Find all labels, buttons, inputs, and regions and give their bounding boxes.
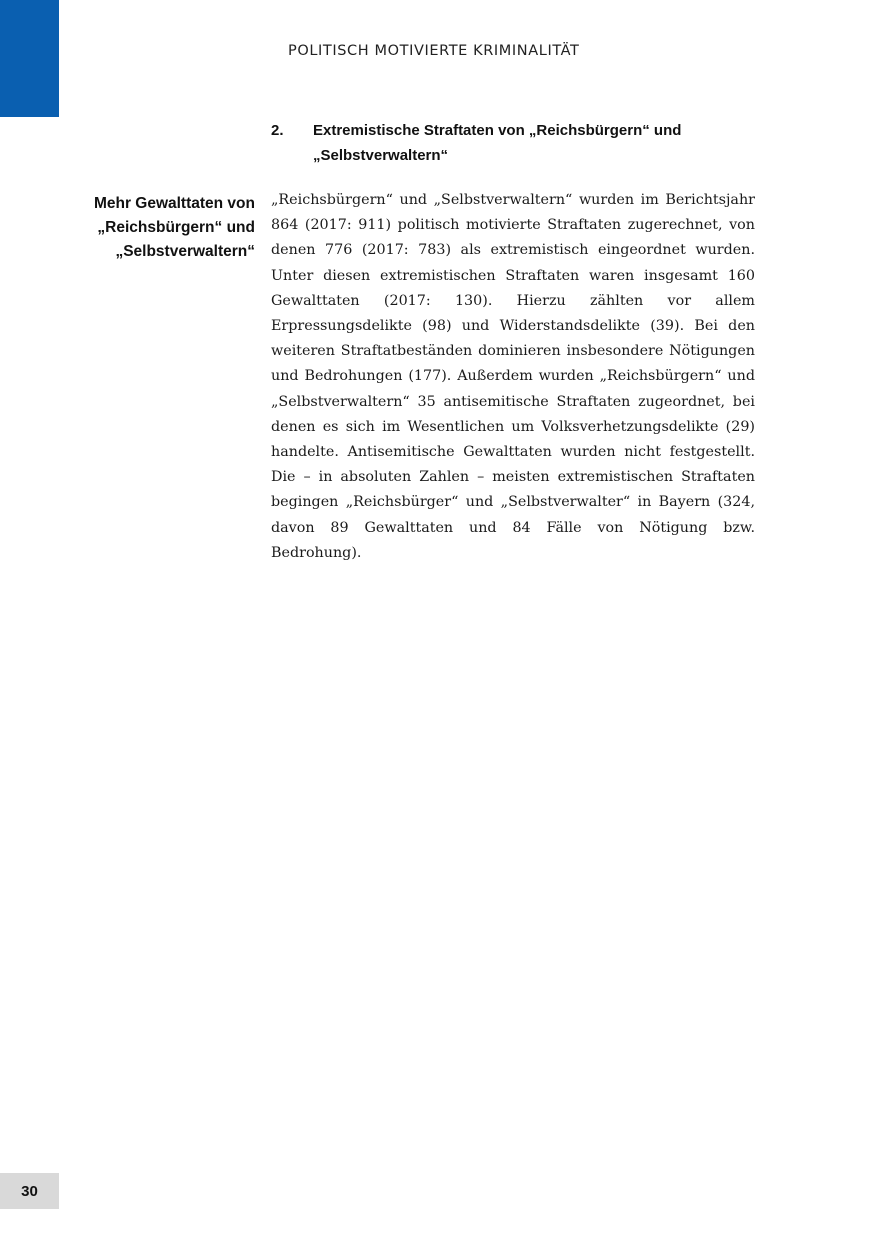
body-paragraph: „Reichsbürgern“ und „Selbstverwaltern“ wurden im Berichtsjahr 864 (2017: 911) politisch motivierte Straftaten zugerechnet, von denen 776 (2017: 783) als extremistisch eingeordnet wurden. Unter diesen extremistischen Straftaten waren insgesamt 160 Gewalttaten (2017: 130). Hierzu zählten vor allem Erpressungsdelikte (98) und Widerstandsdelikte (39). Bei den weiteren Straftatbeständen dominieren insbesondere Nötigungen und Bedrohungen (177). Außerdem wurden „Reichsbürgern“ und „Selbstverwaltern“ 35 antisemitische Straftaten zugeordnet, bei denen es sich im Wesentlichen um Volksverhetzungsdelikte (29) handelte. Antisemitische Gewalttaten wurden nicht festgestellt. Die – in absoluten Zahlen – meisten extremistischen Straftaten begingen „Reichsbürger“ und „Selbstverwalter“ in Bayern (324, davon 89 Gewalttaten und 84 Fälle von Nötigung bzw. Bedrohung). [271,192,755,561]
running-header: POLITISCH MOTIVIERTE KRIMINALITÄT [288,43,580,59]
section-title: Extremistische Straftaten von „Reichsbürgern“ und „Selbstverwaltern“ [313,122,682,164]
section-number: 2. [271,122,284,139]
section-heading [271,118,761,168]
page-number: 30 [0,1173,59,1209]
chapter-color-tab [0,0,59,117]
margin-note: Mehr Gewalttaten von „Reichsbürgern“ und „Selbstverwaltern“ [93,195,255,260]
